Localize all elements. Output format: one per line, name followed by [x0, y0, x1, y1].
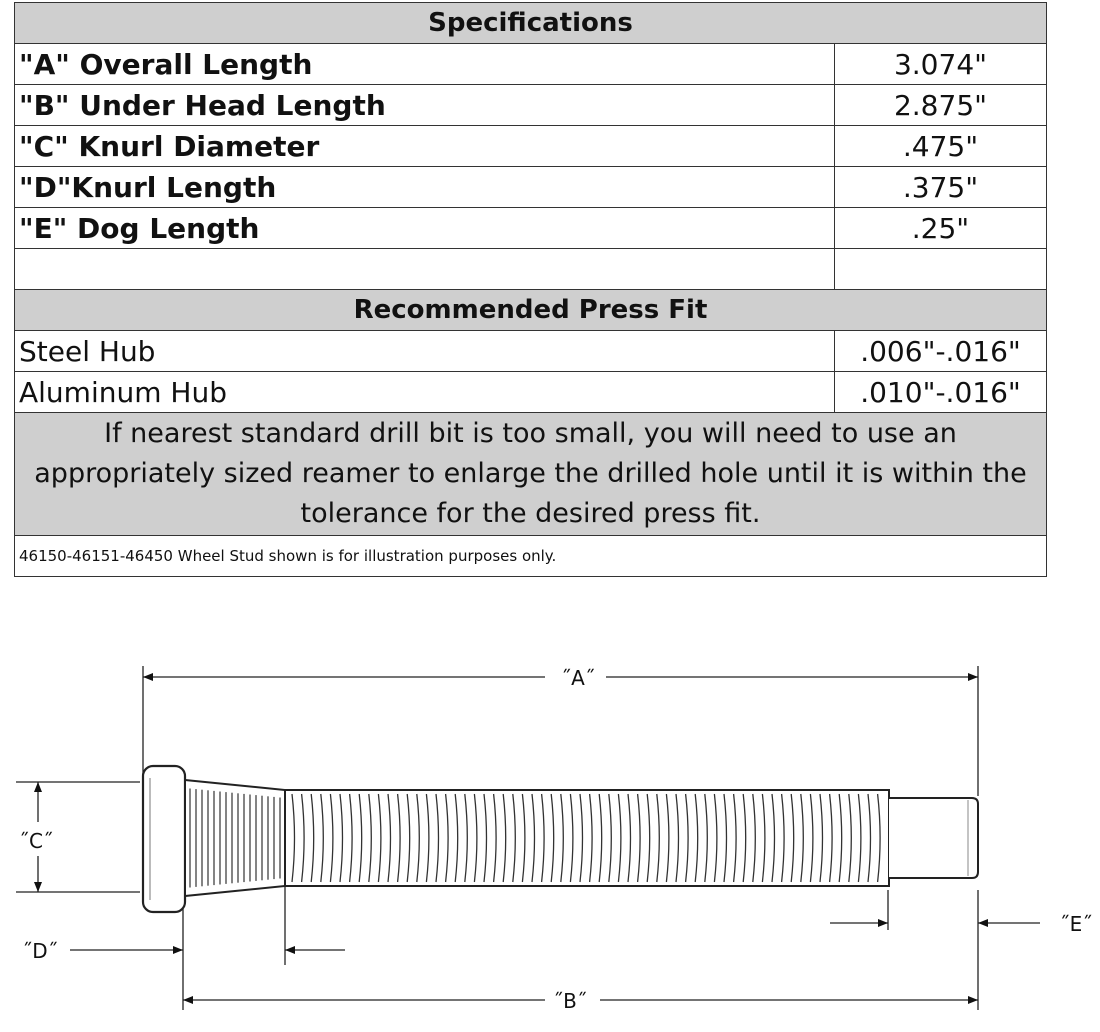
spec-value: .475" [835, 126, 1047, 167]
press-fit-row-steel [15, 331, 1047, 372]
thread-section [285, 790, 889, 886]
dog-point [889, 798, 978, 878]
empty-cell [15, 249, 835, 290]
spec-row-c [15, 126, 1047, 167]
empty-cell [835, 249, 1047, 290]
press-fit-label: Steel Hub [15, 331, 835, 372]
dimension-c [19, 782, 53, 892]
dim-e-label: ˝E˝ [1059, 912, 1093, 936]
spec-value: .375" [835, 167, 1047, 208]
press-fit-value: .006"-.016" [835, 331, 1047, 372]
spec-row-b [15, 85, 1047, 126]
dim-c-label: ˝C˝ [19, 829, 53, 853]
spec-row-empty [15, 249, 1047, 290]
press-fit-label: Aluminum Hub [15, 372, 835, 413]
spec-value: 2.875" [835, 85, 1047, 126]
knurl-section [185, 780, 285, 896]
spec-row-a [15, 44, 1047, 85]
spec-label: "A" Overall Length [15, 44, 835, 85]
wheel-stud-drawing [0, 600, 1100, 1032]
spec-label: "B" Under Head Length [15, 85, 835, 126]
spec-row-e [15, 208, 1047, 249]
spec-value: 3.074" [835, 44, 1047, 85]
dimension-e [830, 912, 1092, 936]
press-fit-value: .010"-.016" [835, 372, 1047, 413]
specifications-table [14, 2, 1047, 577]
press-fit-row-aluminum [15, 372, 1047, 413]
press-fit-header: Recommended Press Fit [15, 290, 1047, 331]
wheel-stud [143, 766, 978, 912]
dim-a-label: ˝A˝ [561, 666, 595, 690]
reamer-note: If nearest standard drill bit is too small, you will need to use an appropriately sized reamer to enlarge the drilled hole until it is within the tolerance for the desired press fit. [15, 413, 1047, 536]
spec-label: "C" Knurl Diameter [15, 126, 835, 167]
spec-row-d [15, 167, 1047, 208]
spec-label: "D"Knurl Length [15, 167, 835, 208]
dimension-a [143, 666, 978, 690]
illustration-disclaimer: 46150-46151-46450 Wheel Stud shown is for illustration purposes only. [15, 536, 1047, 577]
dimension-b [183, 989, 978, 1013]
spec-value: .25" [835, 208, 1047, 249]
dim-d-label: ˝D˝ [22, 939, 58, 963]
dim-b-label: ˝B˝ [553, 989, 587, 1013]
specifications-header: Specifications [15, 3, 1047, 44]
stud-head [143, 766, 185, 912]
spec-label: "E" Dog Length [15, 208, 835, 249]
